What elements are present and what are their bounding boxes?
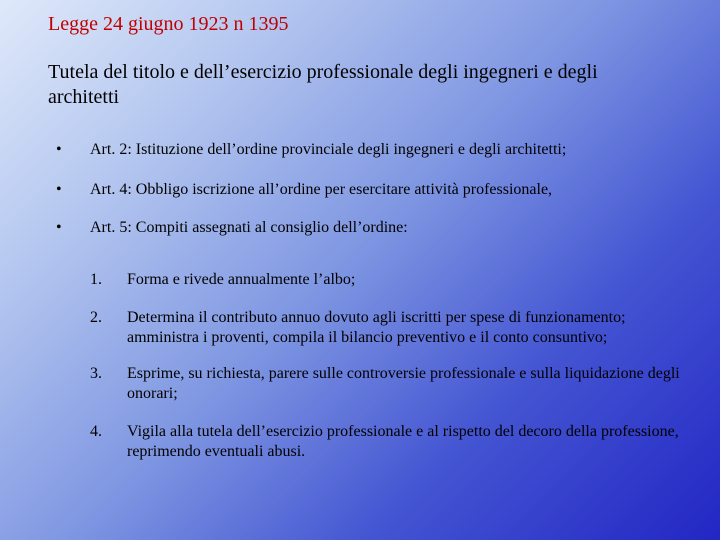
numbered-item <box>90 364 690 404</box>
numbered-item <box>90 270 690 290</box>
bullet-icon: • <box>56 141 62 158</box>
slide-subtitle: Tutela del titolo e dell’esercizio professionale degli ingegneri e degli architetti <box>48 61 598 108</box>
item-text: Esprime, su richiesta, parere sulle controversie professionale e sulla liquidazione degli onorari; <box>127 365 680 402</box>
item-number: 1. <box>90 271 102 288</box>
law-title: Legge 24 giugno 1923 n 1395 <box>48 13 289 35</box>
bullet-text: Art. 4: Obbligo iscrizione all’ordine per esercitare attività professionale, <box>90 181 553 198</box>
bullet-icon: • <box>56 181 62 198</box>
bullet-text: Art. 5: Compiti assegnati al consiglio dell’ordine: <box>90 219 408 236</box>
numbered-list <box>90 270 690 462</box>
item-number: 4. <box>90 423 102 440</box>
item-text: Vigila alla tutela dell’esercizio professionale e al rispetto del decoro della professione, reprimendo eventuali abusi. <box>127 423 679 460</box>
bullet-item-art-2 <box>56 140 696 160</box>
item-number: 3. <box>90 365 102 382</box>
bullet-text: Art. 2: Istituzione dell’ordine provinciale degli ingegneri e degli architetti; <box>90 141 567 158</box>
item-text: Determina il contributo annuo dovuto agli iscritti per spese di funzionamento; amministra i proventi, compila il bilancio preventivo e il conto consuntivo; <box>127 309 626 346</box>
bullet-item-art-5 <box>56 218 696 238</box>
item-number: 2. <box>90 309 102 326</box>
item-text: Forma e rivede annualmente l’albo; <box>127 271 356 288</box>
bullet-list <box>56 140 696 238</box>
bullet-item-art-4 <box>56 180 696 200</box>
bullet-icon: • <box>56 219 62 236</box>
numbered-item <box>90 308 690 348</box>
numbered-item <box>90 422 690 462</box>
